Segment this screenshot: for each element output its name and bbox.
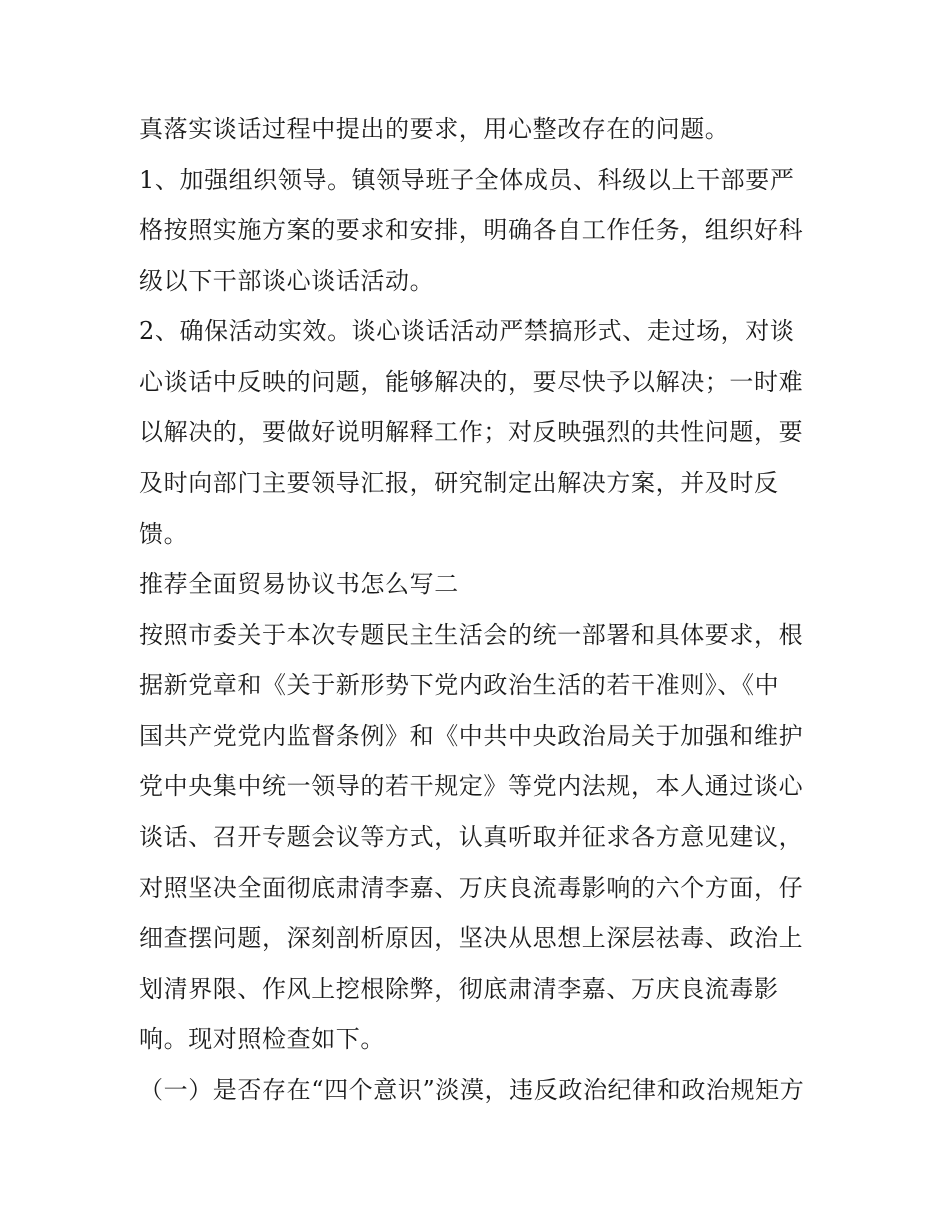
text-line: 格按照实施方案的要求和安排，明确各自工作任务，组织好科	[139, 216, 804, 244]
text-line: 以解决的，要做好说明解释工作；对反映强烈的共性问题，要	[139, 418, 804, 446]
text-line: 1、加强组织领导。镇领导班子全体成员、科级以上干部要严	[139, 166, 795, 194]
text-line: 划清界限、作风上挖根除弊，彻底肃清李嘉、万庆良流毒影	[139, 975, 779, 1003]
text-line: 细查摆问题，深刻剖析原因，坚决从思想上深层祛毒、政治上	[139, 924, 804, 952]
text-line: 及时向部门主要领导汇报，研究制定出解决方案，并及时反	[139, 469, 779, 497]
text-line: 党中央集中统一领导的若干规定》等党内法规，本人通过谈心	[139, 772, 804, 800]
text-line: 国共产党党内监督条例》和《中共中央政治局关于加强和维护	[139, 722, 804, 750]
text-line: 按照市委关于本次专题民主生活会的统一部署和具体要求，根	[139, 621, 804, 649]
text-line: 对照坚决全面彻底肃清李嘉、万庆良流毒影响的六个方面，仔	[139, 874, 804, 902]
text-line: 馈。	[139, 520, 189, 548]
text-line: 谈话、召开专题会议等方式，认真听取并征求各方意见建议，	[139, 823, 804, 851]
text-line: （一）是否存在“四个意识”淡漠，违反政治纪律和政治规矩方	[139, 1076, 805, 1104]
section-heading: 推荐全面贸易协议书怎么写二	[139, 570, 459, 598]
text-line: 真落实谈话过程中提出的要求，用心整改存在的问题。	[139, 115, 730, 143]
text-line: 据新党章和《关于新形势下党内政治生活的若干准则》、《中	[139, 671, 780, 699]
text-line: 2、确保活动实效。谈心谈话活动严禁搞形式、走过场，对谈	[139, 317, 795, 345]
text-line: 级以下干部谈心谈话活动。	[139, 267, 435, 295]
text-line: 响。现对照检查如下。	[139, 1025, 385, 1053]
text-line: 心谈话中反映的问题，能够解决的，要尽快予以解决；一时难	[139, 368, 804, 396]
